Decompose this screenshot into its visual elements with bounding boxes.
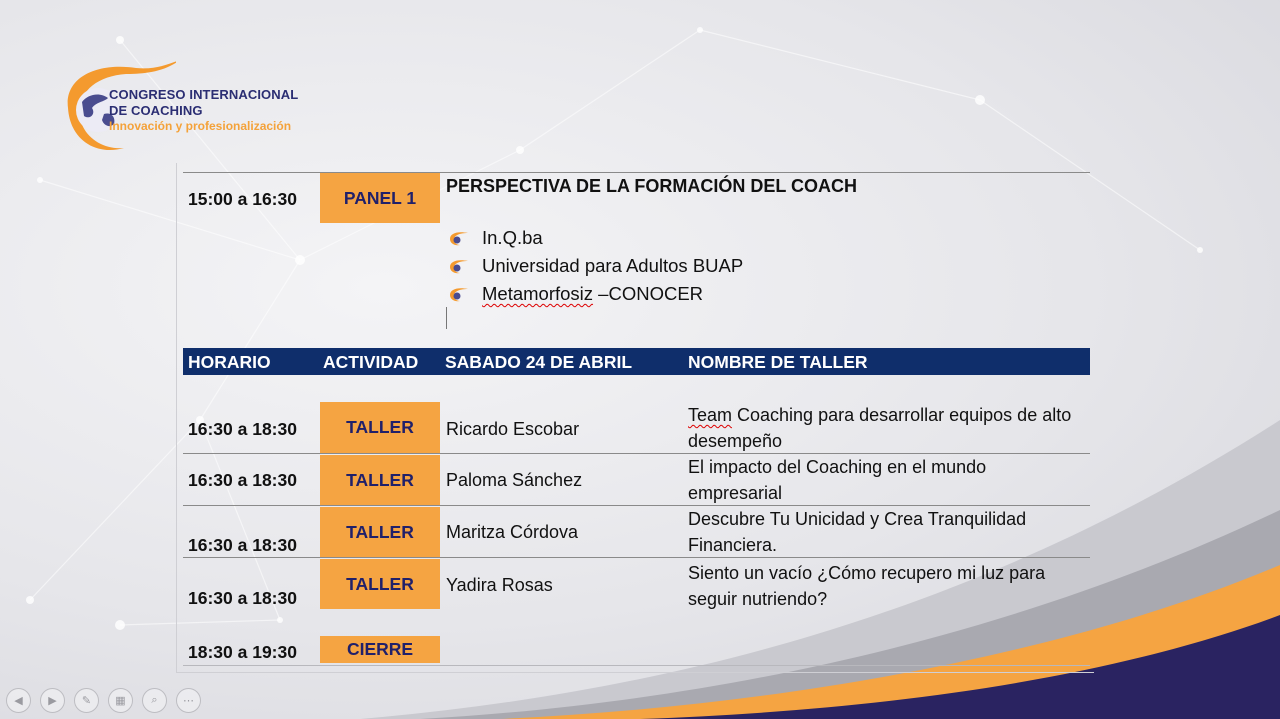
closing-time: 18:30 a 19:30 bbox=[188, 642, 297, 662]
panel-bullet bbox=[448, 283, 703, 305]
row-time: 16:30 a 18:30 bbox=[188, 470, 297, 490]
logo-bullet-icon bbox=[448, 258, 470, 274]
row-workshop: Siento un vacío ¿Cómo recupero mi luz para seguir nutriendo? bbox=[688, 563, 1046, 609]
more-icon[interactable]: ⋯ bbox=[176, 688, 201, 713]
panel-bullet bbox=[448, 227, 543, 249]
header-nombre-taller: NOMBRE DE TALLER bbox=[688, 352, 868, 372]
schedule-table-header bbox=[183, 348, 1090, 375]
row-workshop: Descubre Tu Unicidad y Crea Tranquilidad Financiera. bbox=[688, 509, 1027, 555]
logo-bullet-icon bbox=[448, 286, 470, 302]
table-bottom-border bbox=[183, 665, 1090, 666]
text-cursor bbox=[446, 307, 447, 329]
header-horario: HORARIO bbox=[188, 352, 271, 372]
logo-title-line2: DE COACHING bbox=[109, 103, 203, 118]
row-activity-badge: TALLER bbox=[320, 402, 440, 453]
row-presenter: Ricardo Escobar bbox=[446, 419, 580, 439]
header-fecha: SABADO 24 DE ABRIL bbox=[445, 352, 633, 372]
row-divider bbox=[183, 557, 1090, 558]
panel-time: 15:00 a 16:30 bbox=[188, 189, 297, 209]
logo-title-line1: CONGRESO INTERNACIONAL bbox=[109, 87, 299, 102]
panel-bullet bbox=[448, 255, 743, 277]
previous-icon[interactable]: ◀ bbox=[6, 688, 31, 713]
row-presenter: Paloma Sánchez bbox=[446, 470, 583, 490]
row-workshop-spellcheck: Team bbox=[688, 405, 733, 425]
row-activity-badge: TALLER bbox=[320, 559, 440, 609]
zoom-icon[interactable]: ⌕ bbox=[142, 688, 167, 713]
row-activity-badge: TALLER bbox=[320, 507, 440, 557]
row-time: 16:30 a 18:30 bbox=[188, 535, 297, 555]
row-presenter: Maritza Córdova bbox=[446, 522, 579, 542]
logo-tagline: Innovación y profesionalización bbox=[109, 119, 292, 133]
panel-bullet-text-spellcheck: Metamorfosiz bbox=[482, 283, 594, 304]
slide-frame-left bbox=[176, 163, 177, 673]
header-actividad: ACTIVIDAD bbox=[323, 352, 419, 372]
row-activity-badge: TALLER bbox=[320, 455, 440, 505]
panel-title: PERSPECTIVA DE LA FORMACIÓN DEL COACH bbox=[446, 176, 858, 196]
closing-activity-badge: CIERRE bbox=[320, 636, 440, 663]
row-time: 16:30 a 18:30 bbox=[188, 419, 297, 439]
panel-activity-badge: PANEL 1 bbox=[320, 173, 440, 223]
pen-icon[interactable]: ✎ bbox=[74, 688, 99, 713]
row-workshop-text: Coaching para desarrollar equipos de alto desempeño bbox=[688, 405, 1072, 451]
row-presenter: Yadira Rosas bbox=[446, 575, 553, 595]
row-workshop: El impacto del Coaching en el mundo empresarial bbox=[688, 457, 987, 503]
slide-frame-bottom bbox=[176, 672, 1094, 673]
slideshow-controls bbox=[6, 688, 201, 713]
row-divider bbox=[183, 453, 1090, 454]
panel-bullet-text: –CONOCER bbox=[593, 283, 704, 304]
congress-logo bbox=[56, 58, 316, 154]
logo-bullet-icon bbox=[448, 230, 470, 246]
panel-bullet-text: In.Q.ba bbox=[482, 227, 543, 248]
row-time: 16:30 a 18:30 bbox=[188, 588, 297, 608]
next-icon[interactable]: ▶ bbox=[40, 688, 65, 713]
panel-bullet-text: Universidad para Adultos BUAP bbox=[482, 255, 744, 276]
row-divider bbox=[183, 505, 1090, 506]
row-workshop bbox=[688, 403, 1078, 454]
slides-icon[interactable]: ▦ bbox=[108, 688, 133, 713]
